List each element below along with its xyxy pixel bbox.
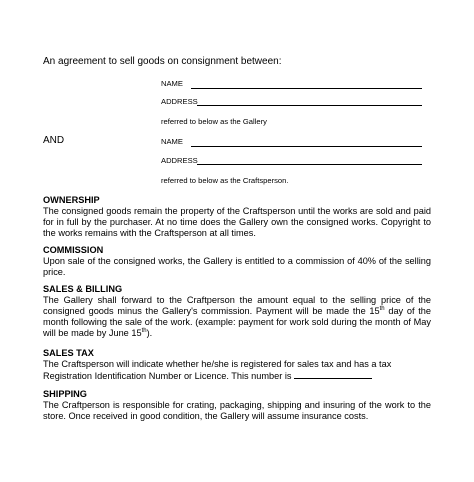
sales-billing-line-4	[43, 328, 431, 339]
sales-tax-heading: SALES TAX	[43, 348, 94, 358]
shipping-heading: SHIPPING	[43, 389, 87, 399]
sales-billing-line-2-pre: consigned goods minus the Gallery's commission. Payment will be made the 15	[43, 306, 380, 316]
sales-billing-line-3: month following the sale of the work. (example: payment for work sold during the month of May	[43, 317, 431, 327]
ownership-paragraph	[43, 206, 431, 239]
shipping-paragraph	[43, 400, 431, 422]
sales-tax-line-2-text: Registration Identification Number or Licence. This number is	[43, 371, 292, 381]
commission-line-2: price.	[43, 267, 66, 277]
party1-name-label: NAME	[161, 79, 183, 88]
sales-billing-line-4-sup: th	[141, 327, 147, 334]
sales-tax-line-1: The Craftsperson will indicate whether he/she is registered for sales tax and has a tax	[43, 359, 392, 369]
party1-address-line[interactable]	[197, 105, 422, 106]
commission-heading: COMMISSION	[43, 245, 104, 255]
ownership-line-2: for in full by the purchaser. At no time does the Gallery own the consigned works. Copyright to	[43, 217, 431, 227]
party2-address-line[interactable]	[197, 164, 422, 165]
intro-text: An agreement to sell goods on consignment between:	[43, 56, 282, 67]
sales-billing-line-2-post: day of the	[384, 306, 431, 316]
sales-billing-line-2-sup: th	[379, 305, 385, 312]
shipping-line-2: store. Once received in good condition, the Gallery will assume insurance costs.	[43, 411, 369, 421]
ownership-line-1: The consigned goods remain the property of the Craftsperson until the works are sold and paid	[43, 206, 431, 216]
sales-tax-line-2	[43, 370, 431, 382]
and-label: AND	[43, 135, 65, 146]
party2-referred-text: referred to below as the Craftsperson.	[161, 176, 289, 185]
tax-number-blank[interactable]	[294, 370, 372, 379]
party1-name-line[interactable]	[191, 88, 422, 89]
party2-name-label: NAME	[161, 137, 183, 146]
commission-paragraph	[43, 256, 431, 278]
commission-line-1: Upon sale of the consigned works, the Gallery is entitled to a commission of 40% of the selling	[43, 256, 431, 266]
party2-name-line[interactable]	[191, 146, 422, 147]
sales-tax-paragraph	[43, 359, 431, 382]
sales-billing-line-4-pre: will be made by June 15	[43, 328, 142, 338]
sales-billing-line-2	[43, 306, 431, 317]
ownership-heading: OWNERSHIP	[43, 195, 100, 205]
party1-referred-text: referred to below as the Gallery	[161, 117, 267, 126]
party1-address-label: ADDRESS	[161, 97, 198, 106]
sales-billing-heading: SALES & BILLING	[43, 284, 123, 294]
party2-address-label: ADDRESS	[161, 156, 198, 165]
sales-billing-line-4-post: ).	[146, 328, 153, 338]
sales-billing-paragraph	[43, 295, 431, 339]
sales-billing-line-1: The Gallery shall forward to the Craftperson the amount equal to the selling price of the	[43, 295, 431, 305]
ownership-line-3: the works remains with the Craftsperson at all times.	[43, 228, 256, 238]
shipping-line-1: The Craftperson is responsible for crating, packaging, shipping and insuring of the work to the	[43, 400, 431, 410]
